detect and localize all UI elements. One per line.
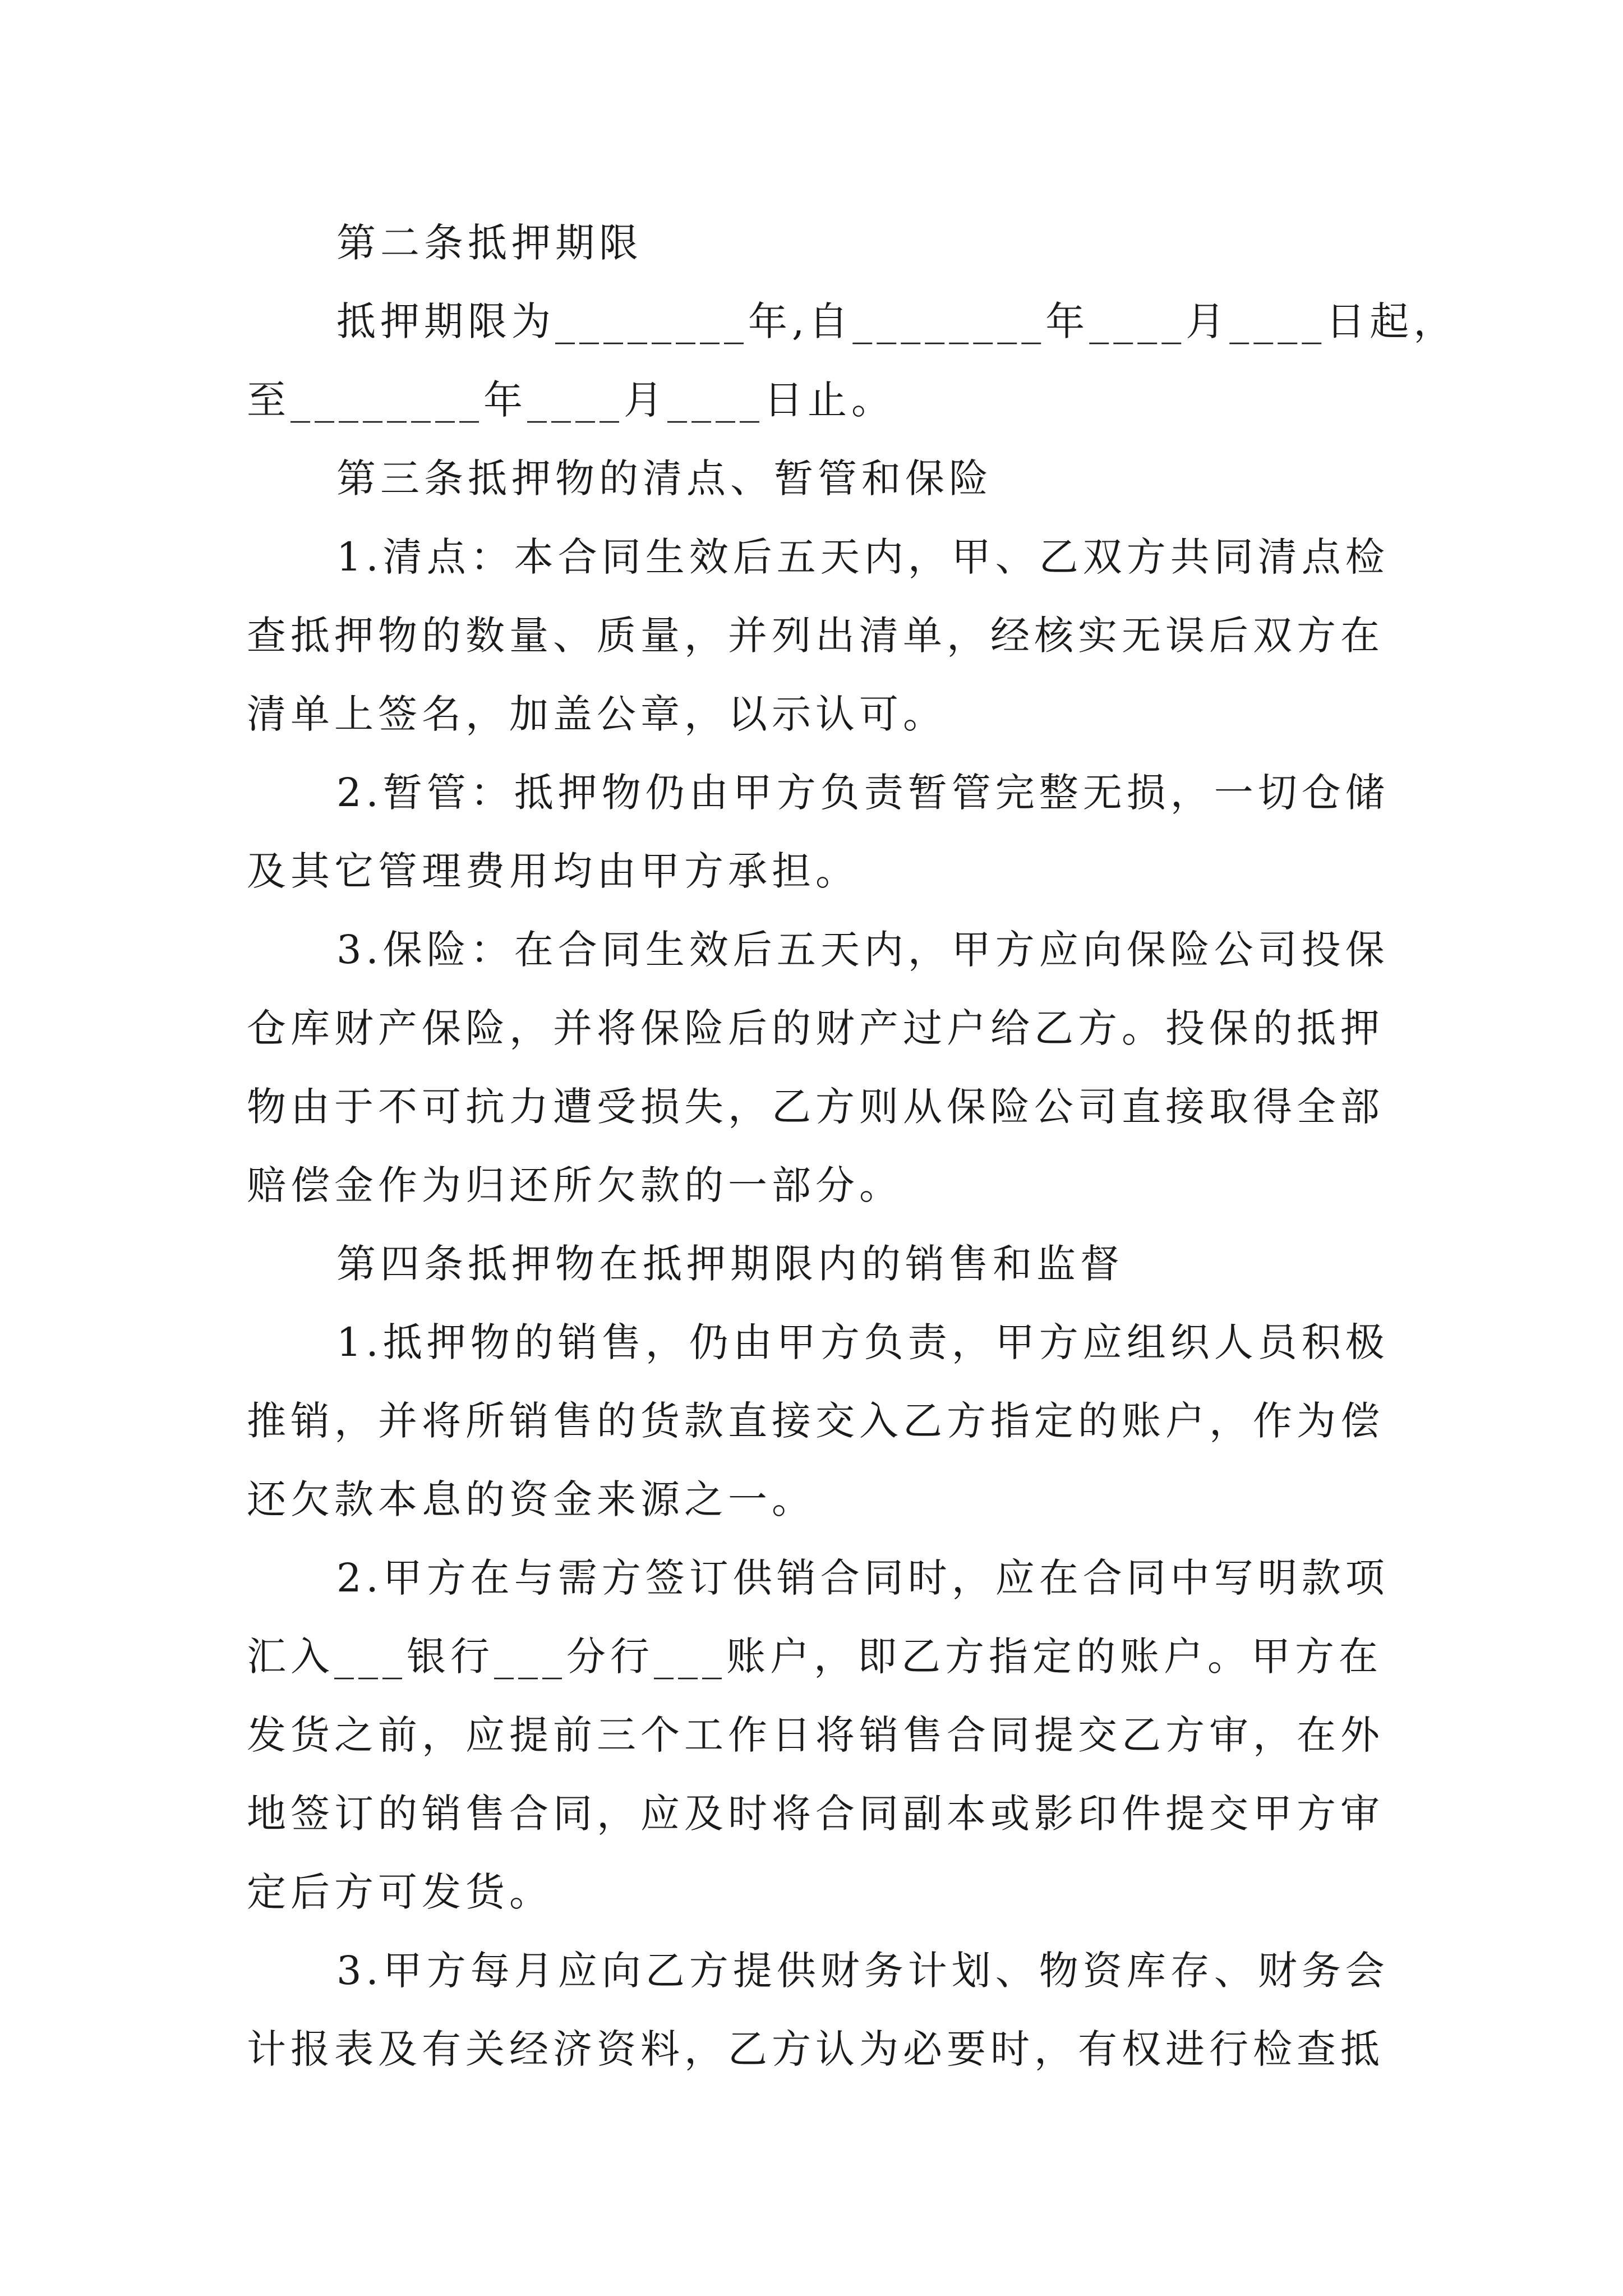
mortgage-term-line-1: 抵押期限为________年,自________年____月____日起， (336, 298, 1458, 344)
reporting-clause-line-1: 3.甲方每月应向乙方提供财务计划、物资库存、财务会 (336, 1948, 1389, 1994)
inventory-clause-line-1: 1.清点：本合同生效后五天内，甲、乙双方共同清点检 (336, 534, 1389, 580)
reporting-clause-line-2: 计报表及有关经济资料，乙方认为必要时，有权进行检查抵 (247, 2026, 1384, 2072)
custody-clause-line-1: 2.暂管：抵押物仍由甲方负责暂管完整无损，一切仓储 (336, 770, 1389, 816)
insurance-clause-line-1: 3.保险：在合同生效后五天内，甲方应向保险公司投保 (336, 927, 1389, 973)
contract-clause-line-5: 定后方可发货。 (247, 1869, 553, 1915)
sales-clause-line-2: 推销，并将所销售的货款直接交入乙方指定的账户，作为偿 (247, 1398, 1384, 1444)
article-3-heading: 第三条抵押物的清点、暂管和保险 (336, 455, 993, 501)
insurance-clause-line-3: 物由于不可抗力遭受损失，乙方则从保险公司直接取得全部 (247, 1084, 1384, 1130)
article-2-heading: 第二条抵押期限 (336, 220, 643, 266)
contract-clause-line-3: 发货之前，应提前三个工作日将销售合同提交乙方审，在外 (247, 1712, 1384, 1758)
sales-clause-line-1: 1.抵押物的销售，仍由甲方负责，甲方应组织人员积极 (336, 1319, 1389, 1365)
sales-clause-line-3: 还欠款本息的资金来源之一。 (247, 1476, 815, 1522)
mortgage-term-line-2: 至________年____月____日止。 (247, 377, 895, 423)
insurance-clause-line-4: 赔偿金作为归还所欠款的一部分。 (247, 1162, 903, 1208)
custody-clause-line-2: 及其它管理费用均由甲方承担。 (247, 848, 859, 894)
insurance-clause-line-2: 仓库财产保险，并将保险后的财产过户给乙方。投保的抵押 (247, 1005, 1384, 1051)
inventory-clause-line-2: 查抵押物的数量、质量，并列出清单，经核实无误后双方在 (247, 613, 1384, 659)
inventory-clause-line-3: 清单上签名，加盖公章，以示认可。 (247, 691, 947, 737)
article-4-heading: 第四条抵押物在抵押期限内的销售和监督 (336, 1241, 1124, 1287)
contract-clause-line-1: 2.甲方在与需方签订供销合同时，应在合同中写明款项 (336, 1555, 1389, 1601)
contract-clause-line-2: 汇入___银行___分行___账户，即乙方指定的账户。甲方在 (247, 1634, 1382, 1680)
contract-clause-line-4: 地签订的销售合同，应及时将合同副本或影印件提交甲方审 (247, 1791, 1384, 1837)
